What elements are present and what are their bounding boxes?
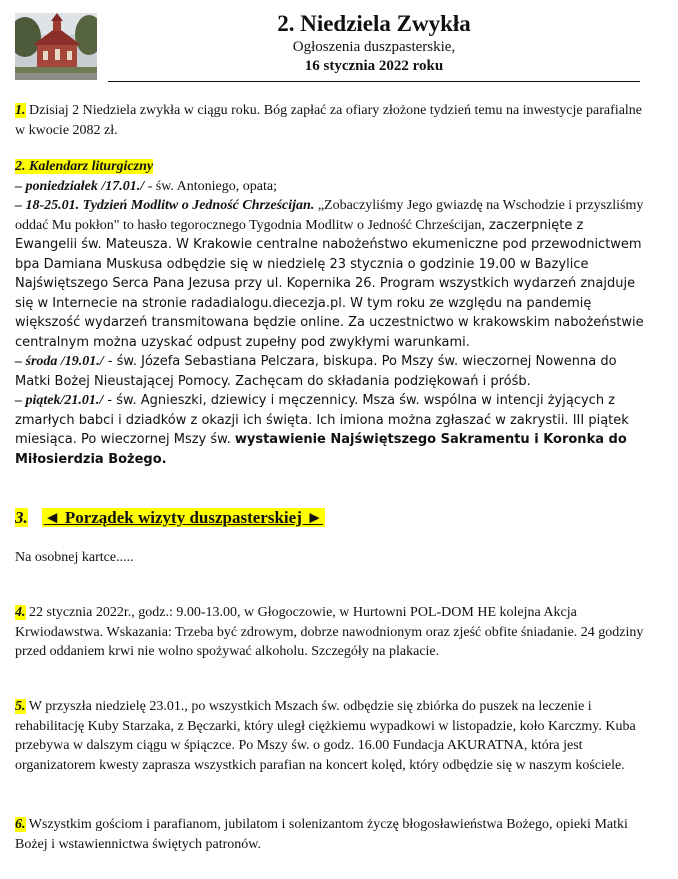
- week-label: – 18-25.01. Tydzień Modlitw o Jedność Chrześcijan.: [15, 198, 315, 213]
- announcement-3: [15, 506, 325, 530]
- announcement-2: [15, 157, 645, 469]
- week-text: zaczerpnięte z Ewangelii św. Mateusza. W Krakowie centralne nabożeństwo ekumeniczne pod przewodnictwem bpa Damiana Muskusa odbędzie się w niedzielę 23 stycznia o godzinie 19.00 w Bazylice Najświętszego Serca Pana Jezusa przy ul. Kopernika 26. Program wszystkich wydarzeń znajduje się w Internecie na stronie radadialogu.diecezja.pl. W tym roku ze względu na pandemię większość wydarzeń transmitowana będzie online. Za uczestnictwo w krakowskim nabożeństwie centralnym można uzyskać odpust zupełny pod zwykłymi warunkami.: [15, 217, 644, 350]
- church-photo: [15, 13, 97, 80]
- visit-schedule-note: Na osobnej kartce.....: [15, 550, 134, 565]
- announcement-4-text: 22 stycznia 2022r., godz.: 9.00-13.00, w Głogoczowie, w Hurtowni POL-DOM HE kolejna Akcja Krwiodawstwa. Wskazania: Trzeba być zdrowym, dobrze nawodnionym oraz zjeść obfite śniadanie. 24 godziny przed oddaniem krwi nie wolno spożywać alkoholu. Szczegóły na plakacie.: [15, 605, 644, 659]
- section-number-4: 4.: [15, 605, 26, 620]
- friday-bold-text: wystawienie Najświętszego Sakramentu i Koronka do Miłosierdzia Bożego.: [15, 432, 627, 467]
- header: [108, 10, 640, 76]
- section-number-5: 5.: [15, 699, 26, 714]
- monday-label: – poniedziałek /17.01./: [15, 178, 145, 194]
- announcement-5: [15, 697, 645, 775]
- monday-text: - św. Antoniego, opata;: [144, 178, 277, 194]
- announcement-1: [15, 101, 645, 140]
- week-text-quote: „Zobaczyliśmy Jego gwiazdę na Wschodzie i przyszliśmy oddać Mu pokłon" to hasło tegorocznego Tygodnia Modlitw o Jedność Chrześcijan,: [15, 198, 644, 233]
- friday-label: – piątek/21.01./: [15, 393, 104, 408]
- calendar-heading: 2. Kalendarz liturgiczny: [15, 159, 154, 174]
- wednesday-text: - św. Józefa Sebastiana Pelczara, biskupa. Po Mszy św. wieczornej Nowenna do Matki Bożej Nieustającej Pomocy. Zachęcam do składania podziękowań i próśb.: [15, 354, 617, 389]
- header-divider: [108, 81, 640, 82]
- announcement-4: [15, 603, 645, 662]
- announcement-5-text: W przyszła niedzielę 23.01., po wszystkich Mszach św. odbędzie się zbiórka do puszek na leczenie i rehabilitację Kuby Starzaka, z Bęczarki, który uległ ciężkiemu wypadkowi w listopadzie, koło Karczmy. Kuba przebywa w dalszym ciągu w śpiączce. Po Mszy św. o godz. 16.00 Fundacja AKURATNA, która jest organizatorem kwesty zaprasza wszystkich parafian na koncert kolęd, który odbędzie się w naszym kościele.: [15, 699, 636, 773]
- wednesday-label: – środa /19.01./: [15, 354, 104, 369]
- section-number-3: 3.: [15, 508, 28, 527]
- section-number-1: 1.: [15, 103, 26, 118]
- announcement-6: [15, 815, 645, 854]
- announcement-1-text: Dzisiaj 2 Niedziela zwykła w ciągu roku. Bóg zapłać za ofiary złożone tydzień temu na inwestycje parafialne w kwocie 2082 zł.: [15, 103, 643, 138]
- visit-schedule-link[interactable]: ◄ Porządek wizyty duszpasterskiej ►: [43, 508, 323, 527]
- page-title: 2. Niedziela Zwykła: [277, 11, 471, 36]
- page-subtitle: Ogłoszenia duszpasterskie,: [292, 39, 456, 55]
- page-date: 16 stycznia 2022 roku: [304, 58, 444, 74]
- section-number-6: 6.: [15, 817, 26, 832]
- announcement-6-text: Wszystkim gościom i parafianom, jubilatom i solenizantom życzę błogosławieństwa Bożego, opieki Matki Bożej i wstawiennictwa świętych patronów.: [15, 817, 628, 852]
- friday-text: - św. Agnieszki, dziewicy i męczennicy. Msza św. wspólna w intencji żyjących z zmarłych babci i dziadków z okazji ich święta. Ich imiona można zgłaszać w zakrystii. III piątek miesiąca. Po wieczornej Mszy św.: [15, 393, 629, 447]
